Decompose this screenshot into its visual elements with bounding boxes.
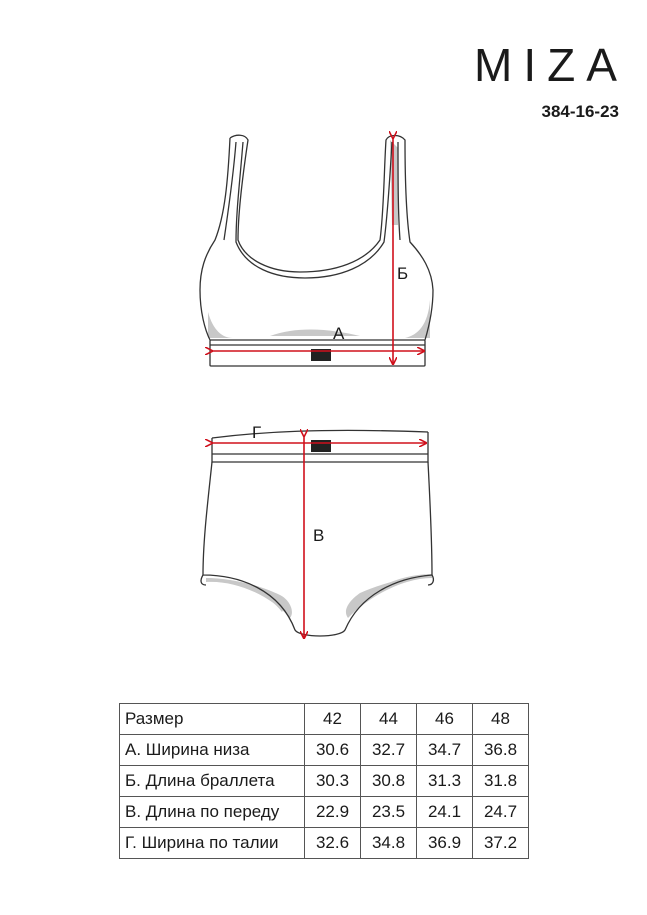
table-cell: 31.8	[473, 766, 529, 797]
table-header-cell: 44	[361, 704, 417, 735]
table-cell: 32.7	[361, 735, 417, 766]
table-cell: 23.5	[361, 797, 417, 828]
table-header-cell: 48	[473, 704, 529, 735]
table-cell: 34.7	[417, 735, 473, 766]
table-cell: 24.1	[417, 797, 473, 828]
table-row	[120, 766, 529, 797]
table-header-row	[120, 704, 529, 735]
table-header-cell: 46	[417, 704, 473, 735]
table-cell: 34.8	[361, 828, 417, 859]
label-g: Г	[252, 423, 262, 442]
bralette-sketch	[200, 135, 433, 366]
table-cell: 24.7	[473, 797, 529, 828]
brand-logo: MIZA	[474, 39, 628, 91]
size-table	[119, 703, 529, 859]
table-row	[120, 797, 529, 828]
table-cell: Б. Длина браллета	[120, 766, 305, 797]
label-a: А	[333, 324, 345, 343]
table-cell: 22.9	[305, 797, 361, 828]
table-header-cell: Размер	[120, 704, 305, 735]
table-cell: 32.6	[305, 828, 361, 859]
article-number: 384-16-23	[541, 102, 619, 121]
table-cell: 36.8	[473, 735, 529, 766]
table-cell: 37.2	[473, 828, 529, 859]
table-cell: 30.3	[305, 766, 361, 797]
table-cell: 30.8	[361, 766, 417, 797]
table-row	[120, 735, 529, 766]
table-cell: 30.6	[305, 735, 361, 766]
label-b: Б	[397, 264, 409, 283]
label-v: В	[313, 526, 325, 545]
table-cell: Г. Ширина по талии	[120, 828, 305, 859]
table-cell: А. Ширина низа	[120, 735, 305, 766]
table-header-cell: 42	[305, 704, 361, 735]
table-row	[120, 828, 529, 859]
table-cell: В. Длина по переду	[120, 797, 305, 828]
table-cell: 36.9	[417, 828, 473, 859]
table-cell: 31.3	[417, 766, 473, 797]
